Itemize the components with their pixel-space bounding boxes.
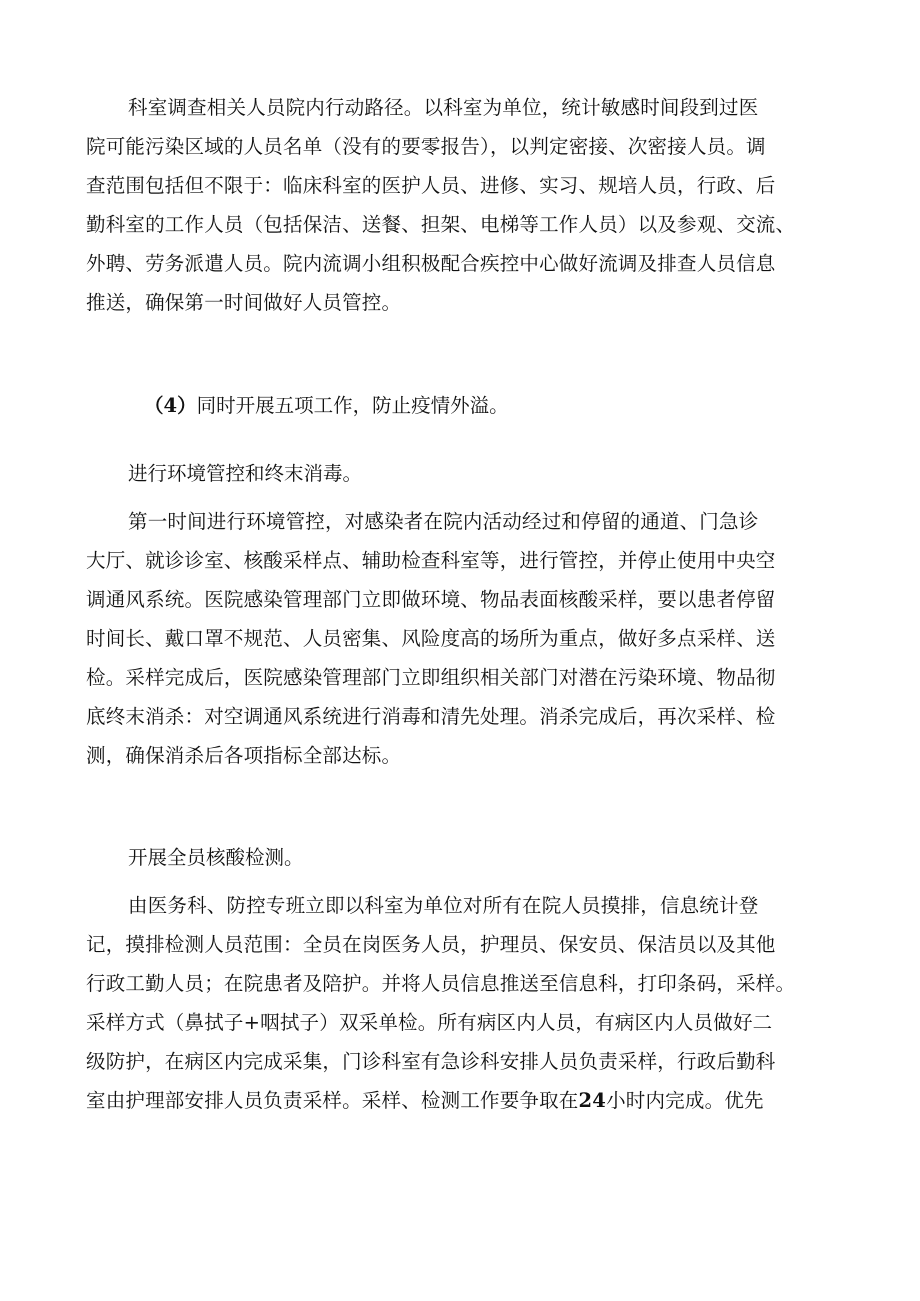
section-heading-4 <box>86 386 892 425</box>
text-line: 测，确保消杀后各项指标全部达标。 <box>86 744 402 767</box>
text-line: 科室调查相关人员院内行动路径。以科室为单位，统计敏感时间段到过医 <box>128 96 759 119</box>
section-number: （4） <box>144 394 197 417</box>
text-line: 调通风系统。医院感染管理部门立即做环境、物品表面核酸采样，要以患者停留 <box>86 588 776 611</box>
text-line: 查范围包括但不限于：临床科室的医护人员、进修、实习、规培人员，行政、后 <box>86 174 776 197</box>
paragraph-investigation <box>86 88 834 322</box>
text-line: 推送，确保第一时间做好人员管控。 <box>86 291 402 314</box>
text-run: 室由护理部安排人员负责采样。采样、检测工作要争取在 <box>86 1089 579 1112</box>
text-line <box>86 1081 834 1120</box>
text-line: 采样方式（鼻拭子+咽拭子）双采单检。所有病区内人员，有病区内人员做好二 <box>86 1011 773 1034</box>
subheading-text: 进行环境管控和终末消毒。 <box>128 462 363 485</box>
paragraph-testing <box>86 886 834 1120</box>
text-line: 外聘、劳务派遣人员。院内流调小组积极配合疾控中心做好流调及排查人员信息 <box>86 252 776 275</box>
text-line: 勤科室的工作人员（包括保洁、送餐、担架、电梯等工作人员）以及参观、交流、 <box>86 213 796 236</box>
paragraph-environment <box>86 502 834 775</box>
text-line: 大厅、就诊诊室、核酸采样点、辅助检查科室等，进行管控，并停止使用中央空 <box>86 549 776 572</box>
text-run: 小时内完成。优先 <box>606 1089 764 1112</box>
subheading-environment-control <box>86 454 876 493</box>
hours-number: 24 <box>578 1089 607 1112</box>
subheading-text: 开展全员核酸检测。 <box>128 846 304 869</box>
text-line: 院可能污染区域的人员名单（没有的要零报告），以判定密接、次密接人员。调 <box>86 135 766 158</box>
text-line: 记，摸排检测人员范围：全员在岗医务人员，护理员、保安员、保洁员以及其他 <box>86 933 776 956</box>
text-line: 检。采样完成后，医院感染管理部门立即组织相关部门对潜在污染环境、物品彻 <box>86 666 776 689</box>
text-line: 第一时间进行环境管控，对感染者在院内活动经过和停留的通道、门急诊 <box>128 510 759 533</box>
subheading-nucleic-testing <box>86 838 876 877</box>
text-line: 行政工勤人员；在院患者及陪护。并将人员信息推送至信息科，打印条码，采样。 <box>86 972 796 995</box>
text-line: 由医务科、防控专班立即以科室为单位对所有在院人员摸排，信息统计登 <box>128 894 759 917</box>
text-line: 底终末消杀：对空调通风系统进行消毒和清先处理。消杀完成后，再次采样、检 <box>86 705 776 728</box>
text-line: 时间长、戴口罩不规范、人员密集、风险度高的场所为重点，做好多点采样、送 <box>86 627 776 650</box>
text-line: 级防护，在病区内完成采集，门诊科室有急诊科安排人员负责采样，行政后勤科 <box>86 1050 776 1073</box>
section-title: 同时开展五项工作，防止疫情外溢。 <box>196 394 509 417</box>
